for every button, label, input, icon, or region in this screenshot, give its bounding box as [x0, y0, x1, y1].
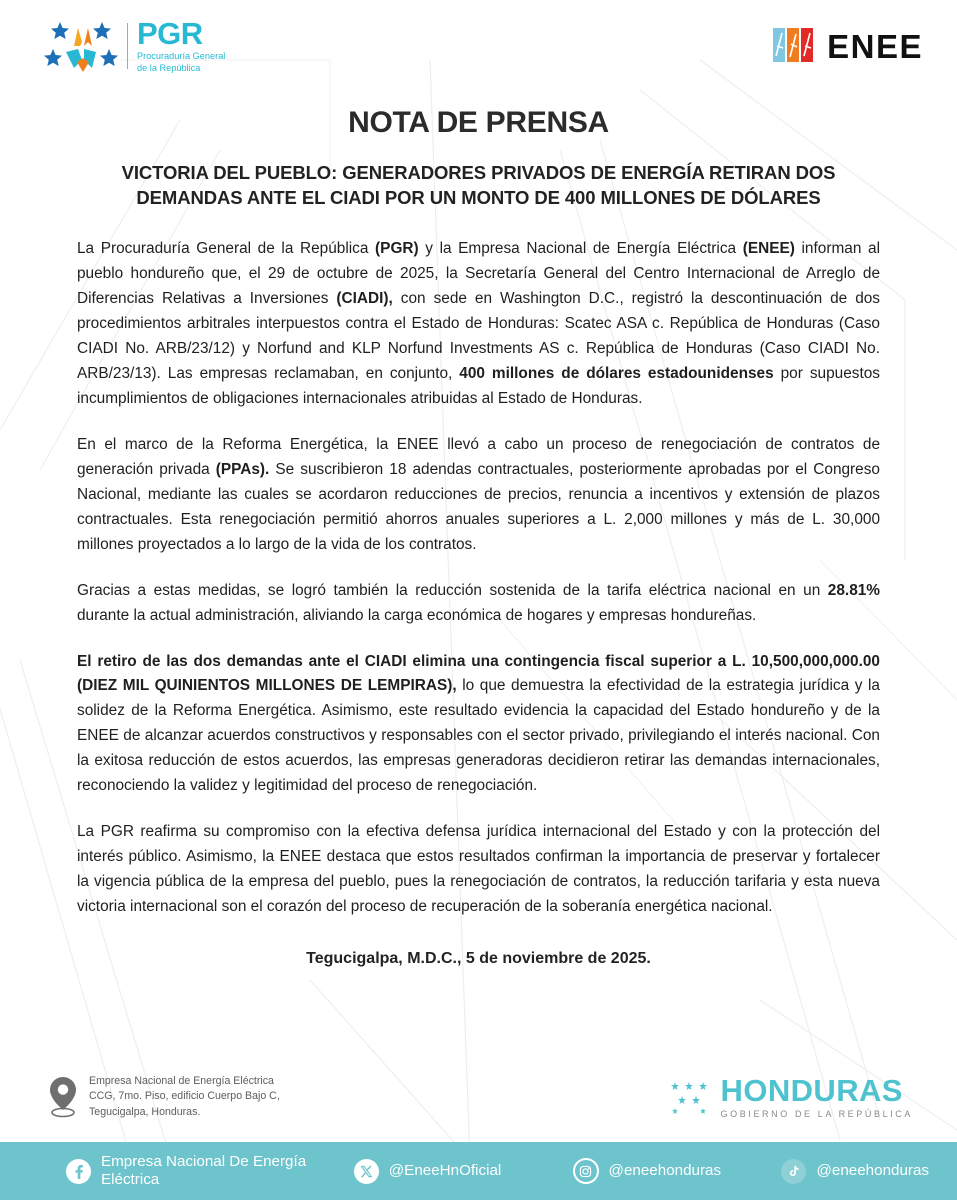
tiktok-icon — [781, 1159, 806, 1184]
dateline: Tegucigalpa, M.D.C., 5 de noviembre de 2025. — [306, 950, 651, 968]
document-body — [0, 92, 957, 968]
map-pin-icon — [48, 1076, 78, 1118]
document-header — [0, 0, 957, 92]
address-text — [89, 1074, 280, 1119]
x-label: @EneeHnOficial — [388, 1162, 502, 1180]
paragraph-3: Gracias a estas medidas, se logró también la reducción sostenida de la tarifa eléctrica nacional en un 28.81% durante la actual administración, aliviando la carga económica de hogares y empresas hondureñas. — [77, 581, 880, 624]
pgr-logo — [44, 16, 233, 76]
honduras-wordmark: HONDURAS — [720, 1073, 903, 1108]
press-release-kicker: NOTA DE PRENSA — [348, 106, 609, 139]
paragraph-2: En el marco de la Reforma Energética, la ENEE llevó a cabo un proceso de renegociación de contratos de generación privada (PPAs). Se suscribieron 18 adendas contractuales, posteriormente aprobadas por el Congreso Nacional, mediante las cuales se acordaron reducciones de precios, renuncia a incentivos y extensión de plazos contractuales. Esta renegociación permitió ahorros anuales superiores a L. 2,000 millones y más de L. 30,000 millones proyectados a lo largo de la vida de los contratos. — [77, 435, 880, 553]
pgr-stars-icon — [44, 16, 118, 76]
paragraph-4: El retiro de las dos demandas ante el CIADI elimina una contingencia fiscal superior a L. 10,500,000,000.00 (DIEZ MIL QUINIENTOS MILLONES DE LEMPIRAS), lo que demuestra la efectividad de la estrategia jurídica y la solidez de la Reforma Energética. Asimismo, este resultado evidencia la capacidad del Estado hondureño y de la ENEE de alcanzar acuerdos constructivos y responsables con el sector privado, privilegiando el interés nacional. Con la exitosa reducción de estos acuerdos, las empresas generadoras decidieron retirar las demandas internacionales, reconociendo la validez y legitimidad del proceso de renegociación. — [77, 652, 880, 795]
document-footer — [0, 1052, 957, 1142]
x-twitter-icon — [354, 1159, 379, 1184]
paragraph-1: La Procuraduría General de la República (PGR) y la Empresa Nacional de Energía Eléctrica (ENEE) informan al pueblo hondureño que, el 29 de octubre de 2025, la Secretaría General del Centro Internacional de Arreglo de Diferencias Relativas a Inversiones (CIADI), con sede en Washington D.C., registró la descontinuación de dos procedimientos arbitrales interpuestos contra el Estado de Honduras: Scatec ASA c. República de Honduras (Caso CIADI No. ARB/23/12) y Norfund and KLP Norfund Investments AS c. República de Honduras (Caso CIADI No. ARB/23/13). Las empresas reclamaban, en conjunto, 400 millones de dólares estadounidenses por supuestos incumplimientos de obligaciones internacionales atribuidas al Estado de Honduras. — [77, 240, 881, 407]
tiktok-label: @eneehonduras — [816, 1162, 930, 1180]
address-block — [48, 1074, 280, 1119]
address-line-2: CCG, 7mo. Piso, edificio Cuerpo Bajo C, — [89, 1090, 280, 1103]
honduras-subtitle: GOBIERNO DE LA REPÚBLICA — [720, 1109, 913, 1119]
enee-bars-icon — [773, 26, 815, 66]
address-line-3: Tegucigalpa, Honduras. — [89, 1105, 201, 1118]
social-link-x[interactable] — [354, 1159, 573, 1184]
instagram-label: @eneehonduras — [608, 1162, 722, 1180]
enee-wordmark: ENEE — [827, 27, 923, 65]
facebook-label: Empresa Nacional De Energía Eléctrica — [101, 1153, 307, 1188]
address-line-1: Empresa Nacional de Energía Eléctrica — [89, 1075, 274, 1088]
press-release-headline: VICTORIA DEL PUEBLO: GENERADORES PRIVADOS DE ENERGÍA RETIRAN DOS DEMANDAS ANTE EL CIADI POR UN MONTO DE 400 MILLONES DE DÓLARES — [121, 162, 836, 208]
pgr-subtitle: Procuraduría General de la República — [137, 51, 226, 73]
social-media-bar — [0, 1142, 957, 1200]
pgr-acronym: PGR — [137, 16, 203, 52]
facebook-icon — [66, 1159, 91, 1184]
social-link-facebook[interactable] — [66, 1153, 354, 1189]
instagram-icon — [573, 1158, 599, 1184]
social-link-tiktok[interactable] — [781, 1159, 929, 1184]
social-link-instagram[interactable] — [573, 1158, 782, 1184]
honduras-stars-icon — [667, 1080, 713, 1114]
enee-logo — [773, 26, 923, 66]
paragraph-5: La PGR reafirma su compromiso con la efectiva defensa jurídica internacional del Estado y con la protección del interés público. Asimismo, la ENEE destaca que estos resultados confirman la importancia de preservar y fortalecer la vigencia pública de la empresa del pueblo, pues la renegociación de contratos, la reducción tarifaria y esta nueva victoria internacional son el corazón del proceso de recuperación de la soberanía energética nacional. — [77, 823, 880, 916]
honduras-government-logo — [667, 1075, 913, 1119]
